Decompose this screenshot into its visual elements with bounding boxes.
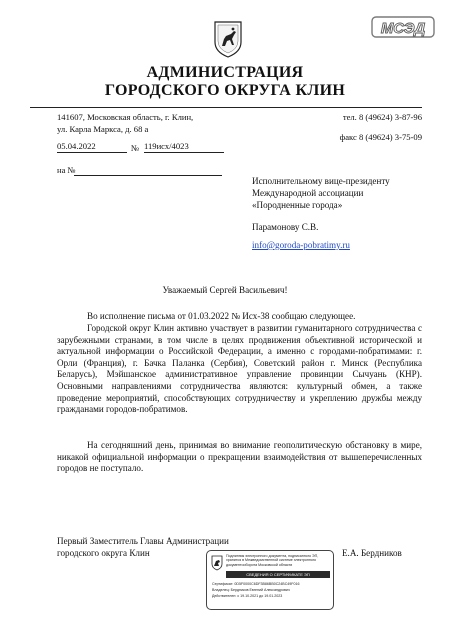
stamp-owner-row [212,588,330,592]
addressee-name: Парамонову С.В. [252,222,319,232]
msed-logo-text: МСЭД [380,20,426,37]
stamp-emblem-icon [211,555,223,571]
stamp-cert-label: Сертификат: [212,582,234,586]
phone-number: тел. 8 (49624) 3-87-96 [342,112,422,122]
letter-paragraph-2: Городской округ Клин активно участвует в развитии гуманитарного сотрудничества с зарубежными странами, в том числе в целях продвижения объективной исторической и актуальной информации о Российской Федерации, а именно с городами-побратимами: г. Орли (Франция), г. Бачка Паланка (Сербия), Советский район г. Минск (Республика Беларусь), Мэйшанское административное управление провинции Сычуань (КНР). Основными направлениями сотрудничества являются: культурный обмен, а также проведение мероприятий, способствующих сотрудничеству и укреплению дружбы между гражданами городов-побратимов. [57,323,422,415]
org-title-line1: АДМИНИСТРАЦИЯ [146,64,304,81]
header-divider [30,107,422,108]
signer-title-line1: Первый Заместитель Главы Администрации [57,536,229,546]
stamp-cert-value: 0D5F0000C6DF3B86BB0C24BC49F016 [234,582,300,586]
addressee-line2: Международной ассоциации [252,188,364,198]
reg-number-field [144,141,224,153]
stamp-owner-value: Бердников Евгений Александрович [230,588,290,592]
org-title-line2: ГОРОДСКОГО ОКРУГА КЛИН [104,82,346,99]
signer-title-line2: городского округа Клин [57,548,150,558]
stamp-valid-value: с 19.10.2021 до 19.01.2023 [237,594,283,598]
coat-of-arms-emblem [213,20,243,58]
reg-date: 05.04.2022 [57,141,96,151]
reg-number-sign: № [131,143,140,153]
address-line2: ул. Карла Маркса, д. 68 а [57,124,149,134]
in-reply-label: на № [57,165,76,175]
in-reply-line [74,164,222,176]
stamp-cert-title: СВЕДЕНИЯ О СЕРТИФИКАТЕ ЭП [226,571,330,578]
fax-number: факс 8 (49624) 3-75-09 [339,132,422,142]
stamp-owner-label: Владелец: [212,588,230,592]
addressee-email-link[interactable]: info@goroda-pobratimy.ru [252,240,350,250]
e-signature-stamp [206,550,334,610]
reg-number: 119исх/4023 [144,141,189,151]
msed-logo [371,14,435,40]
letter-salutation: Уважаемый Сергей Васильевич! [162,285,288,295]
stamp-header-text: Подлинник электронного документа, подписанного ЭП, хранится в Межведомственной системе электронного документооборота Московской области [226,554,319,567]
address-line1: 141607, Московская область, г. Клин, [57,112,194,122]
stamp-valid-row [212,594,330,598]
addressee-line3: «Породненные города» [252,200,343,210]
letter-paragraph-3: На сегодняшний день, принимая во внимание геополитическую обстановку в мире, никакой официальной информации о прекращении взаимодействия от вышеперечисленных городов не поступало. [57,440,422,474]
reg-date-field [57,141,127,153]
signer-name: Е.А. Бердников [342,548,402,558]
stamp-cert-row [212,582,330,586]
stamp-valid-label: Действителен: [212,594,237,598]
letter-paragraph-1: Во исполнение письма от 01.03.2022 № Исх-38 сообщаю следующее. [87,311,356,321]
addressee-line1: Исполнительному вице-президенту [252,176,390,186]
